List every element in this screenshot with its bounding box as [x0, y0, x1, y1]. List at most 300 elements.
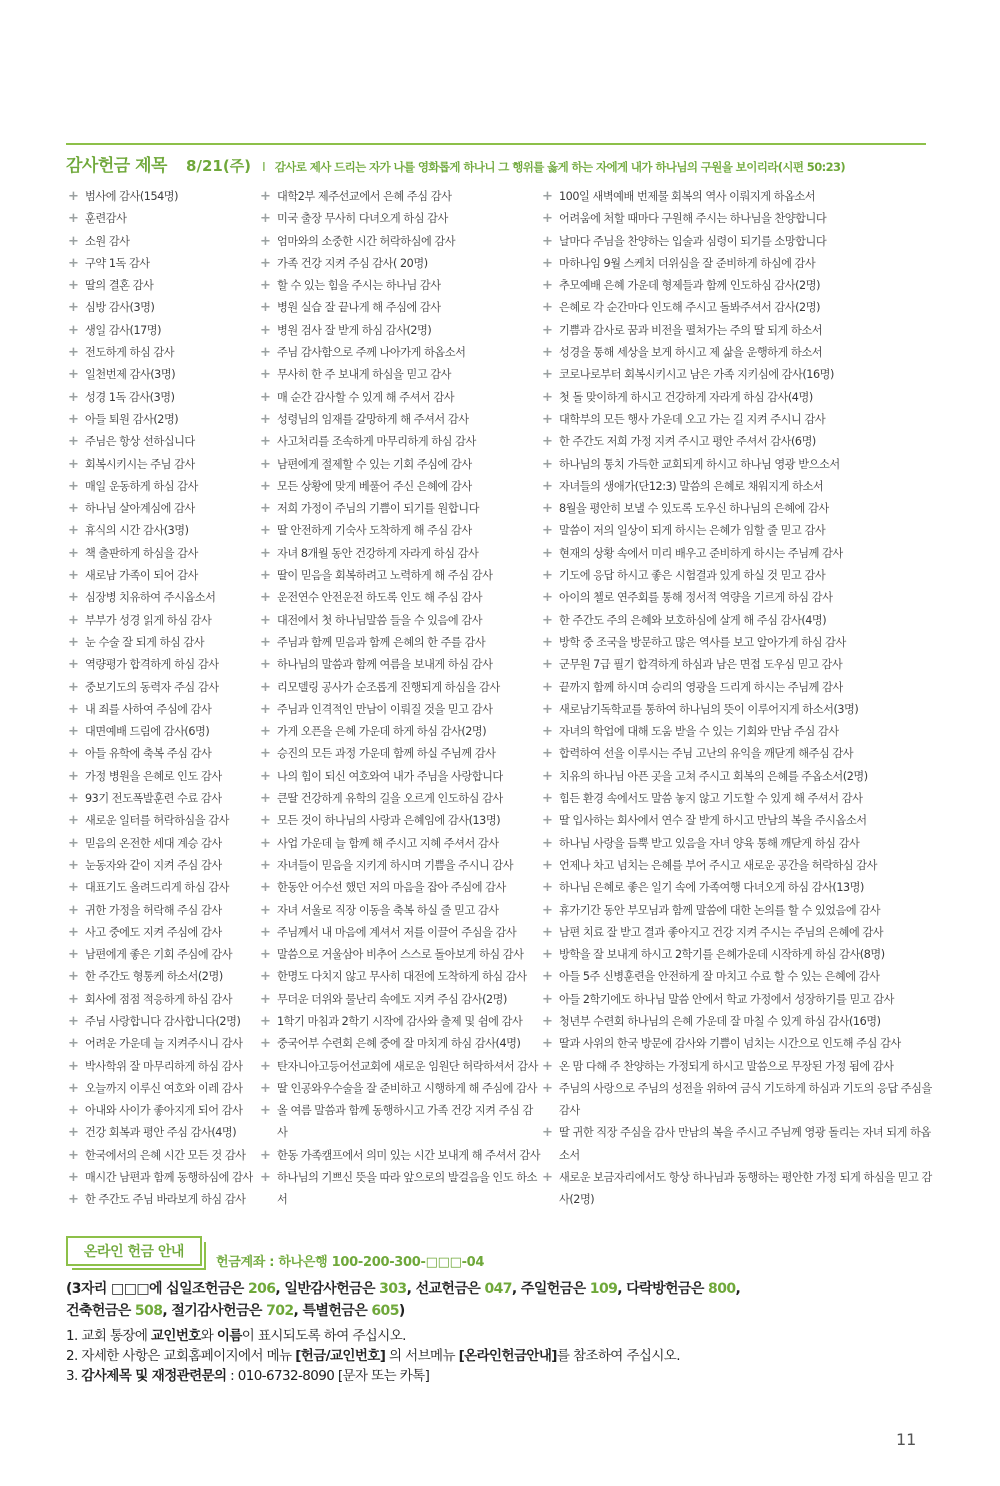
plus-icon: +: [68, 634, 79, 650]
plus-icon: +: [68, 590, 79, 606]
list-item: [542, 565, 934, 587]
list-item: [260, 1167, 542, 1212]
prayer-column-2: [260, 186, 542, 1212]
plus-icon: +: [542, 568, 553, 584]
list-item: [260, 833, 542, 855]
plus-icon: +: [68, 768, 79, 784]
list-item: [260, 966, 542, 988]
plus-icon: +: [68, 411, 79, 427]
list-item: [68, 498, 260, 520]
list-item-text: 어려운 가운데 늘 지켜주시니 감사: [85, 1037, 243, 1051]
list-item: [260, 454, 542, 476]
list-item: [542, 297, 934, 319]
plus-icon: +: [68, 657, 79, 673]
list-item-text: 엄마와의 소중한 시간 허락하심에 감사: [277, 234, 456, 248]
plus-icon: +: [542, 211, 553, 227]
header-date: 8/21(주): [186, 157, 252, 175]
list-item: [542, 610, 934, 632]
note-strong: [온라인헌금안내]: [458, 1348, 557, 1364]
plus-icon: +: [542, 1125, 553, 1141]
list-item-text: 대학2부 제주선교에서 은혜 주심 감사: [277, 190, 452, 203]
plus-icon: +: [542, 991, 553, 1007]
list-item-text: 하나님의 기쁘신 뜻을 따라 앞으로의 발걸음을 인도 하소서: [277, 1171, 537, 1207]
list-item-text: 오늘까지 이루신 여호와 이레 감사: [85, 1081, 243, 1095]
list-item-text: 승진의 모든 과정 가운데 함께 하실 주님께 감사: [277, 747, 496, 761]
list-item-text: 생일 감사(17명): [85, 323, 162, 337]
plus-icon: +: [68, 501, 79, 517]
list-item-text: 심방 감사(3명): [85, 301, 155, 315]
list-item: [68, 364, 260, 386]
list-item: [68, 743, 260, 765]
plus-icon: +: [260, 612, 271, 628]
list-item-text: 눈동자와 같이 지켜 주심 감사: [85, 858, 222, 872]
list-item: [542, 320, 934, 342]
list-item: [542, 877, 934, 899]
list-item: [542, 1011, 934, 1033]
list-item: [68, 1033, 260, 1055]
header-rule: [66, 143, 926, 145]
list-item-text: 아이의 첼로 연주회를 통해 정서적 역량을 기르게 하심 감사: [559, 591, 833, 605]
plus-icon: +: [260, 924, 271, 940]
plus-icon: +: [68, 456, 79, 472]
list-item: [260, 543, 542, 565]
online-offering-label: [66, 1236, 202, 1266]
list-item-text: 언제나 차고 넘치는 은혜를 부어 주시고 새로운 공간을 허락하심 감사: [559, 858, 877, 872]
plus-icon: +: [68, 1103, 79, 1119]
list-item: [68, 253, 260, 275]
plus-icon: +: [260, 813, 271, 829]
plus-icon: +: [542, 590, 553, 606]
list-item-text: 딸 입사하는 회사에서 연수 잘 받게 하시고 만남의 복을 주시옵소서: [559, 814, 867, 828]
list-item-text: 하나님 사랑을 듬뿍 받고 있음을 자녀 양육 통해 깨닫게 하심 감사: [559, 836, 860, 850]
plus-icon: +: [260, 322, 271, 338]
plus-icon: +: [68, 701, 79, 717]
list-item-text: 무더운 더위와 물난리 속에도 지켜 주심 감사(2명): [277, 992, 507, 1006]
list-item: [68, 877, 260, 899]
plus-icon: +: [68, 1147, 79, 1163]
list-item-text: 주님께서 내 마음에 계셔서 저를 이끌어 주심을 감사: [277, 925, 517, 939]
list-item-text: 딸 귀한 직장 주심을 감사 만남의 복을 주시고 주님께 영광 돌리는 자녀 되게 하옵소서: [559, 1126, 931, 1162]
list-item: [260, 743, 542, 765]
codes-text: , 다락방헌금은: [617, 1281, 709, 1297]
list-item: [542, 231, 934, 253]
note-text: 와: [200, 1328, 217, 1344]
list-item: [542, 342, 934, 364]
list-item-text: 새로남 가족이 되어 감사: [85, 569, 198, 583]
code-tithe: 206: [247, 1281, 276, 1297]
list-item-text: 저희 가정이 주님의 기쁨이 되기를 원합니다: [277, 502, 479, 516]
list-item-text: 할 수 있는 힘을 주시는 하나님 감사: [277, 279, 441, 293]
plus-icon: +: [542, 768, 553, 784]
plus-icon: +: [542, 657, 553, 673]
list-item: [68, 454, 260, 476]
list-item-text: 구약 1독 감사: [85, 256, 150, 270]
plus-icon: +: [260, 1170, 271, 1186]
list-item: [542, 944, 934, 966]
list-item: [260, 721, 542, 743]
list-item: [260, 766, 542, 788]
list-item-text: 나의 힘이 되신 여호와여 내가 주님을 사랑합니다: [277, 769, 503, 783]
list-item-text: 새로남기독학교를 통하여 하나님의 뜻이 이루어지게 하소서(3명): [559, 702, 859, 716]
list-item: [542, 275, 934, 297]
list-item: [68, 543, 260, 565]
list-item: [260, 1033, 542, 1055]
plus-icon: +: [542, 345, 553, 361]
plus-icon: +: [542, 791, 553, 807]
list-item: [260, 208, 542, 230]
plus-icon: +: [260, 1147, 271, 1163]
list-item-text: 훈련감사: [85, 212, 127, 226]
plus-icon: +: [68, 924, 79, 940]
plus-icon: +: [260, 724, 271, 740]
plus-icon: +: [68, 523, 79, 539]
list-item-text: 회복시키시는 주님 감사: [85, 457, 195, 471]
list-item-text: 100일 새벽예배 번제물 회복의 역사 이뤄지게 하옵소서: [559, 190, 816, 203]
list-item: [542, 721, 934, 743]
list-item: [68, 610, 260, 632]
list-item-text: 추모예배 은혜 가운데 형제들과 함께 인도하심 감사(2명): [559, 279, 820, 293]
list-item: [542, 253, 934, 275]
list-item-text: 새로운 보금자리에서도 항상 하나님과 동행하는 평안한 가정 되게 하심을 믿고 감사(2명): [559, 1171, 932, 1207]
note-strong: 이름: [216, 1328, 242, 1344]
offering-notes: [66, 1326, 936, 1386]
list-item: [260, 297, 542, 319]
list-item: [542, 966, 934, 988]
note-3: [66, 1366, 936, 1386]
plus-icon: +: [260, 701, 271, 717]
plus-icon: +: [68, 991, 79, 1007]
list-item-text: 매시간 남편과 함께 동행하심에 감사: [85, 1171, 253, 1185]
codes-text: 건축헌금은: [66, 1303, 135, 1319]
list-item: [68, 1100, 260, 1122]
plus-icon: +: [260, 211, 271, 227]
list-item-text: 남편에게 좋은 기회 주심에 감사: [85, 948, 233, 962]
list-item-text: 대전에서 첫 하나님말씀 들을 수 있음에 감사: [277, 613, 483, 627]
list-item-text: 주님과 함께 믿음과 함께 은혜의 한 주를 감사: [277, 635, 486, 649]
list-item-text: 남편 치료 잘 받고 결과 좋아지고 건강 지켜 주시는 주님의 은혜에 감사: [559, 925, 884, 939]
plus-icon: +: [542, 679, 553, 695]
plus-icon: +: [68, 1058, 79, 1074]
list-item-text: 방학을 잘 보내게 하시고 2학기를 은혜가운데 시작하게 하심 감사(8명): [559, 948, 885, 962]
list-item-text: 가정 병원을 은혜로 인도 감사: [85, 769, 222, 783]
note-strong: 교인번호: [150, 1328, 201, 1344]
plus-icon: +: [68, 835, 79, 851]
list-item: [68, 587, 260, 609]
plus-icon: +: [68, 880, 79, 896]
list-item-text: 사업 가운데 늘 함께 해 주시고 지혜 주셔서 감사: [277, 836, 499, 850]
list-item-text: 한 주간도 주의 은혜와 보호하심에 살게 해 주심 감사(4명): [559, 613, 827, 627]
list-item: [260, 387, 542, 409]
list-item: [260, 944, 542, 966]
list-item: [542, 989, 934, 1011]
plus-icon: +: [68, 724, 79, 740]
list-item: [260, 677, 542, 699]
plus-icon: +: [260, 634, 271, 650]
list-item-text: 93기 전도폭발훈련 수료 감사: [85, 792, 222, 806]
offering-account: 헌금계좌 : 하나은행 100-200-300-□□□-04: [216, 1255, 485, 1270]
plus-icon: +: [68, 389, 79, 405]
list-item-text: 범사에 감사(154명): [85, 190, 179, 203]
list-item-text: 주님 사랑합니다 감사합니다(2명): [85, 1014, 241, 1028]
list-item-text: 한동 가족캠프에서 의미 있는 시간 보내게 해 주셔서 감사: [277, 1148, 541, 1162]
list-item: [542, 208, 934, 230]
list-item-text: 딸과 사위의 한국 방문에 감사와 기쁨이 넘치는 시간으로 인도해 주심 감사: [559, 1037, 901, 1051]
list-item-text: 올 여름 말씀과 함께 동행하시고 가족 건강 지켜 주심 감사: [277, 1104, 533, 1140]
plus-icon: +: [68, 211, 79, 227]
list-item-text: 마하나임 9월 스케치 더위심을 잘 준비하게 하심에 감사: [559, 256, 816, 270]
plus-icon: +: [68, 545, 79, 561]
plus-icon: +: [260, 233, 271, 249]
list-item-text: 내 죄를 사하여 주심에 감사: [85, 702, 212, 716]
list-item: [68, 520, 260, 542]
list-item-text: 중보기도의 동력자 주심 감사: [85, 680, 219, 694]
plus-icon: +: [542, 1013, 553, 1029]
plus-icon: +: [68, 300, 79, 316]
list-item: [542, 833, 934, 855]
plus-icon: +: [542, 456, 553, 472]
list-item: [260, 1056, 542, 1078]
plus-icon: +: [542, 969, 553, 985]
plus-icon: +: [542, 278, 553, 294]
list-item: [260, 186, 542, 208]
list-item: [542, 632, 934, 654]
list-item: [68, 922, 260, 944]
list-item-text: 아들 퇴원 감사(2명): [85, 412, 179, 426]
list-item: [260, 231, 542, 253]
list-item: [542, 743, 934, 765]
list-item: [68, 788, 260, 810]
list-item: [68, 431, 260, 453]
plus-icon: +: [68, 233, 79, 249]
plus-icon: +: [260, 501, 271, 517]
list-item: [542, 476, 934, 498]
plus-icon: +: [260, 880, 271, 896]
list-item: [68, 1078, 260, 1100]
plus-icon: +: [260, 456, 271, 472]
plus-icon: +: [68, 568, 79, 584]
list-item-text: 한 주간도 형통케 하소서(2명): [85, 970, 223, 984]
list-item-text: 대면예배 드림에 감사(6명): [85, 725, 210, 739]
list-item-text: 한 주간도 저희 가정 지켜 주시고 평안 주셔서 감사(6명): [559, 435, 816, 449]
list-item-text: 현재의 상황 속에서 미리 배우고 준비하게 하시는 주님께 감사: [559, 546, 843, 560]
list-item: [260, 654, 542, 676]
list-item-text: 대학부의 모든 행사 가운데 오고 가는 길 지켜 주시니 감사: [559, 412, 826, 426]
list-item: [68, 320, 260, 342]
plus-icon: +: [542, 1058, 553, 1074]
list-item: [260, 810, 542, 832]
plus-icon: +: [260, 1036, 271, 1052]
plus-icon: +: [542, 612, 553, 628]
list-item-text: 주님 감사함으로 주께 나아가게 하옵소서: [277, 346, 466, 360]
plus-icon: +: [68, 969, 79, 985]
list-item-text: 1학기 마침과 2학기 시작에 감사와 출제 및 쉼에 감사: [277, 1014, 523, 1028]
list-item: [542, 431, 934, 453]
list-item: [542, 186, 934, 208]
list-item-text: 하나님 은혜로 좋은 일기 속에 가족여행 다녀오게 하심 감사(13명): [559, 881, 864, 895]
list-item: [68, 989, 260, 1011]
plus-icon: +: [68, 1192, 79, 1208]
list-item: [260, 1100, 542, 1145]
plus-icon: +: [68, 857, 79, 873]
list-item-text: 가게 오픈을 은혜 가운데 하게 하심 감사(2명): [277, 725, 487, 739]
list-item: [68, 721, 260, 743]
list-item-text: 말씀이 저의 일상이 되게 하시는 은혜가 임할 줄 믿고 감사: [559, 524, 826, 538]
plus-icon: +: [260, 1080, 271, 1096]
list-item: [260, 1145, 542, 1167]
note-text: 이 표시되도록 하여 주십시오.: [241, 1328, 406, 1344]
list-item-text: 눈 수술 잘 되게 하심 감사: [85, 635, 205, 649]
plus-icon: +: [68, 434, 79, 450]
list-item: [542, 409, 934, 431]
note-text: 를 참조하여 주십시오.: [556, 1348, 680, 1364]
plus-icon: +: [68, 1080, 79, 1096]
plus-icon: +: [68, 478, 79, 494]
list-item: [542, 543, 934, 565]
list-item-text: 무사히 한 주 보내게 하심을 믿고 감사: [277, 368, 451, 382]
list-item-text: 자녀 서울로 직장 이동을 축복 하실 줄 믿고 감사: [277, 903, 499, 917]
list-item-text: 성경을 통해 세상을 보게 하시고 제 삶을 운행하게 하소서: [559, 346, 823, 360]
list-item-text: 회사에 점점 적응하게 하심 감사: [85, 992, 233, 1006]
plus-icon: +: [542, 835, 553, 851]
list-item-text: 병원 검사 잘 받게 하심 감사(2명): [277, 323, 432, 337]
plus-icon: +: [260, 411, 271, 427]
list-item: [260, 922, 542, 944]
list-item-text: 소원 감사: [85, 234, 130, 248]
list-item: [68, 1167, 260, 1189]
plus-icon: +: [260, 568, 271, 584]
list-item: [68, 654, 260, 676]
plus-icon: +: [542, 902, 553, 918]
list-item: [68, 699, 260, 721]
list-item-text: 주님은 항상 선하십니다: [85, 435, 195, 449]
code-mission: 047: [484, 1281, 512, 1297]
list-item-text: 전도하게 하심 감사: [85, 346, 175, 360]
online-offering-title: 온라인 헌금 안내: [84, 1244, 184, 1260]
list-item-text: 청년부 수련회 하나님의 은혜 가운데 잘 마칠 수 있게 하심 감사(16명): [559, 1014, 881, 1028]
plus-icon: +: [542, 434, 553, 450]
plus-icon: +: [260, 545, 271, 561]
list-item: [542, 1078, 934, 1123]
plus-icon: +: [260, 768, 271, 784]
codes-text: , 특별헌금은: [293, 1303, 372, 1319]
codes-text: , 선교헌금은: [406, 1281, 485, 1297]
list-item: [68, 944, 260, 966]
plus-icon: +: [260, 835, 271, 851]
list-item-text: 주님과 인격적인 만남이 이뤄질 것을 믿고 감사: [277, 702, 493, 716]
plus-icon: +: [260, 657, 271, 673]
plus-icon: +: [542, 189, 553, 204]
note-text: 2. 자세한 사항은 교회홈페이지에서 메뉴: [66, 1348, 296, 1364]
list-item: [542, 810, 934, 832]
list-item: [260, 877, 542, 899]
plus-icon: +: [260, 590, 271, 606]
plus-icon: +: [260, 278, 271, 294]
list-item: [542, 855, 934, 877]
list-item: [542, 1056, 934, 1078]
list-item: [68, 677, 260, 699]
list-item: [68, 208, 260, 230]
plus-icon: +: [68, 1125, 79, 1141]
plus-icon: +: [542, 857, 553, 873]
list-item-text: 매일 운동하게 하심 감사: [85, 479, 198, 493]
plus-icon: +: [542, 880, 553, 896]
list-item-text: 성경 1독 감사(3명): [85, 390, 175, 404]
list-item-text: 심장병 치유하여 주시옵소서: [85, 591, 216, 605]
plus-icon: +: [68, 612, 79, 628]
header-separator: I: [262, 160, 266, 174]
list-item: [260, 342, 542, 364]
list-item: [542, 587, 934, 609]
plus-icon: +: [68, 791, 79, 807]
list-item-text: 건강 회복과 평안 주심 감사(4명): [85, 1126, 237, 1140]
list-item-text: 아들 유학에 축복 주심 감사: [85, 747, 212, 761]
plus-icon: +: [542, 947, 553, 963]
list-item-text: 병원 실습 잘 끝나게 해 주심에 감사: [277, 301, 441, 315]
list-item: [260, 498, 542, 520]
list-item-text: 자녀들이 믿음을 지키게 하시며 기쁨을 주시니 감사: [277, 858, 514, 872]
list-item-text: 새로운 일터를 허락하심을 감사: [85, 814, 229, 828]
note-text: 의 서브메뉴: [385, 1348, 459, 1364]
note-strong: [헌금/교인번호]: [295, 1348, 386, 1364]
list-item: [260, 900, 542, 922]
codes-text: ): [398, 1303, 405, 1319]
list-item-text: 남편에게 절제할 수 있는 기회 주심에 감사: [277, 457, 472, 471]
list-item: [68, 409, 260, 431]
plus-icon: +: [542, 746, 553, 762]
plus-icon: +: [260, 1013, 271, 1029]
codes-text: (3자리 □□□에 십일조헌금은: [66, 1281, 248, 1297]
code-sunday: 109: [589, 1281, 618, 1297]
list-item: [68, 1122, 260, 1144]
list-item-text: 믿음의 온전한 세대 계승 감사: [85, 836, 222, 850]
plus-icon: +: [542, 701, 553, 717]
plus-icon: +: [68, 1036, 79, 1052]
code-season: 702: [266, 1303, 294, 1319]
list-item: [542, 454, 934, 476]
list-item-text: 성령님의 임재를 갈망하게 해 주셔서 감사: [277, 412, 469, 426]
list-item-text: 8월을 평안히 보낼 수 있도록 도우신 하나님의 은혜에 감사: [559, 502, 829, 516]
list-item-text: 딸이 믿음을 회복하려고 노력하게 해 주심 감사: [277, 569, 493, 583]
list-item: [68, 1145, 260, 1167]
list-item: [68, 275, 260, 297]
list-item: [68, 1011, 260, 1033]
list-item: [68, 186, 260, 208]
list-item: [542, 364, 934, 386]
list-item-text: 사고처리를 조속하게 마무리하게 하심 감사: [277, 435, 476, 449]
note-text: 1. 교회 통장에: [66, 1328, 151, 1344]
list-item-text: 아내와 사이가 좋아지게 되어 감사: [85, 1104, 243, 1118]
list-item-text: 휴가기간 동안 부모님과 함께 말씀에 대한 논의를 할 수 있었음에 감사: [559, 903, 881, 917]
list-item-text: 큰딸 건강하게 유학의 길을 오르게 인도하심 감사: [277, 792, 503, 806]
list-item: [542, 677, 934, 699]
list-item: [542, 1167, 934, 1212]
list-item-text: 리모델링 공사가 순조롭게 진행되게 하심을 감사: [277, 680, 500, 694]
list-item: [260, 409, 542, 431]
list-item: [68, 1189, 260, 1211]
plus-icon: +: [68, 746, 79, 762]
list-item-text: 탄자니아고등어선교회에 새로운 임원단 허락하셔서 감사: [277, 1059, 538, 1073]
plus-icon: +: [542, 501, 553, 517]
list-item: [542, 654, 934, 676]
codes-text: , 절기감사헌금은: [162, 1303, 267, 1319]
plus-icon: +: [542, 545, 553, 561]
list-item: [260, 364, 542, 386]
list-item: [68, 297, 260, 319]
list-item: [68, 766, 260, 788]
plus-icon: +: [68, 345, 79, 361]
plus-icon: +: [68, 947, 79, 963]
list-item-text: 은혜로 각 순간마다 인도해 주시고 돌봐주셔서 감사(2명): [559, 301, 820, 315]
